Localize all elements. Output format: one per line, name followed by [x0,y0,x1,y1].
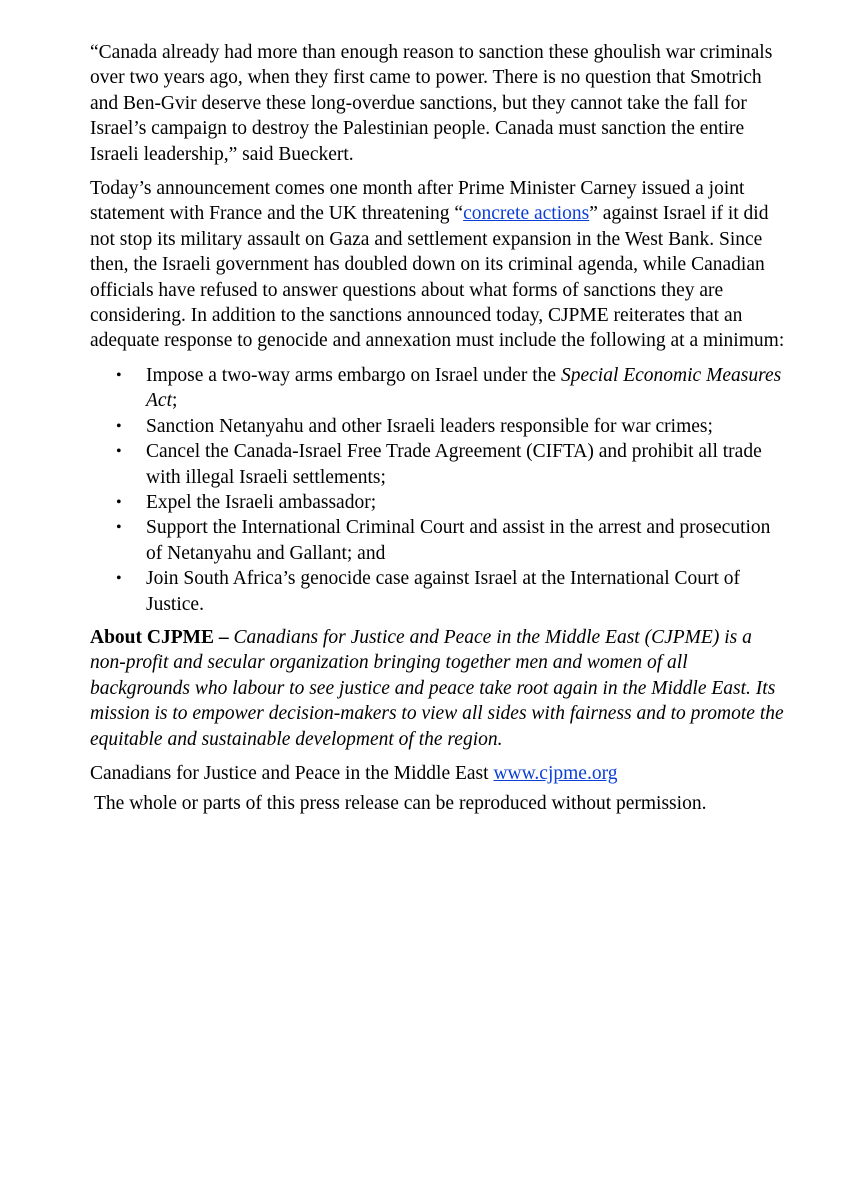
list-item [90,566,790,617]
demand-text: Support the International Criminal Court and assist in the arrest and prosecution of Netanyahu and Gallant; and [146,517,771,564]
list-item [90,363,790,414]
list-item [90,490,790,515]
list-item [90,414,790,439]
quote-paragraph: “Canada already had more than enough reason to sanction these ghoulish war criminals over two years ago, when they first came to power. There is no question that Smotrich and Ben-Gvir deserve these long-overdue sanctions, but they cannot take the fall for Israel’s campaign to destroy the Palestinian people. Canada must sanction the entire Israeli leadership,” said Bueckert. [90,42,773,165]
demand-text: Cancel the Canada-Israel Free Trade Agreement (CIFTA) and prohibit all trade with illegal Israeli settlements; [146,441,762,488]
concrete-actions-link[interactable]: concrete actions [463,203,590,225]
org-name: Canadians for Justice and Peace in the Middle East [90,762,494,784]
about-paragraph [90,625,790,752]
list-item [90,439,790,490]
demand-text: Impose a two-way arms embargo on Israel under the [146,364,561,386]
reproduction-notice: The whole or parts of this press release can be reproduced without permission. [94,793,707,815]
footer-website-line [90,761,790,786]
announcement-paragraph [90,176,790,354]
bullet-icon: • [116,366,122,384]
demands-list [90,363,790,617]
about-label: About CJPME – [90,626,234,648]
demand-text: Expel the Israeli ambassador; [146,491,377,513]
about-body: Canadians for Justice and Peace in the Middle East (CJPME) is a non-profit and secular organization bringing together men and women of all backgrounds who labour to see justice and peace take root again in the Middle East. Its mission is to empower decision-makers to view all sides with fairness and to promote the equitable and sustainable development of the region. [90,626,784,750]
demand-text-end: ; [171,390,178,412]
demand-text: Sanction Netanyahu and other Israeli leaders responsible for war crimes; [146,415,713,437]
press-release-page [90,40,790,826]
bullet-icon: • [116,417,122,435]
bullet-icon: • [116,443,122,461]
announcement-text-start: Today’s announcement comes one month after Prime Minister Carney issued a joint statement with France and the UK threatening “ [90,178,745,225]
announcement-text-end: ” against Israel if it did not stop its military assault on Gaza and settlement expansion in the West Bank. Since then, the Israeli government has doubled down on its criminal agenda, while Canadian officials have refused to answer questions about what forms of sanctions they are considering. In addition to the sanctions announced today, CJPME reiterates that an adequate response to genocide and annexation must include the following at a minimum: [90,203,785,352]
website-link[interactable]: www.cjpme.org [493,762,618,784]
bullet-icon: • [116,519,122,537]
act-name: Special Economic Measures Act [146,364,782,412]
bullet-icon: • [116,493,122,511]
bullet-icon: • [116,570,122,588]
demand-text: Join South Africa’s genocide case against Israel at the International Court of Justice. [146,568,741,615]
list-item [90,515,790,566]
